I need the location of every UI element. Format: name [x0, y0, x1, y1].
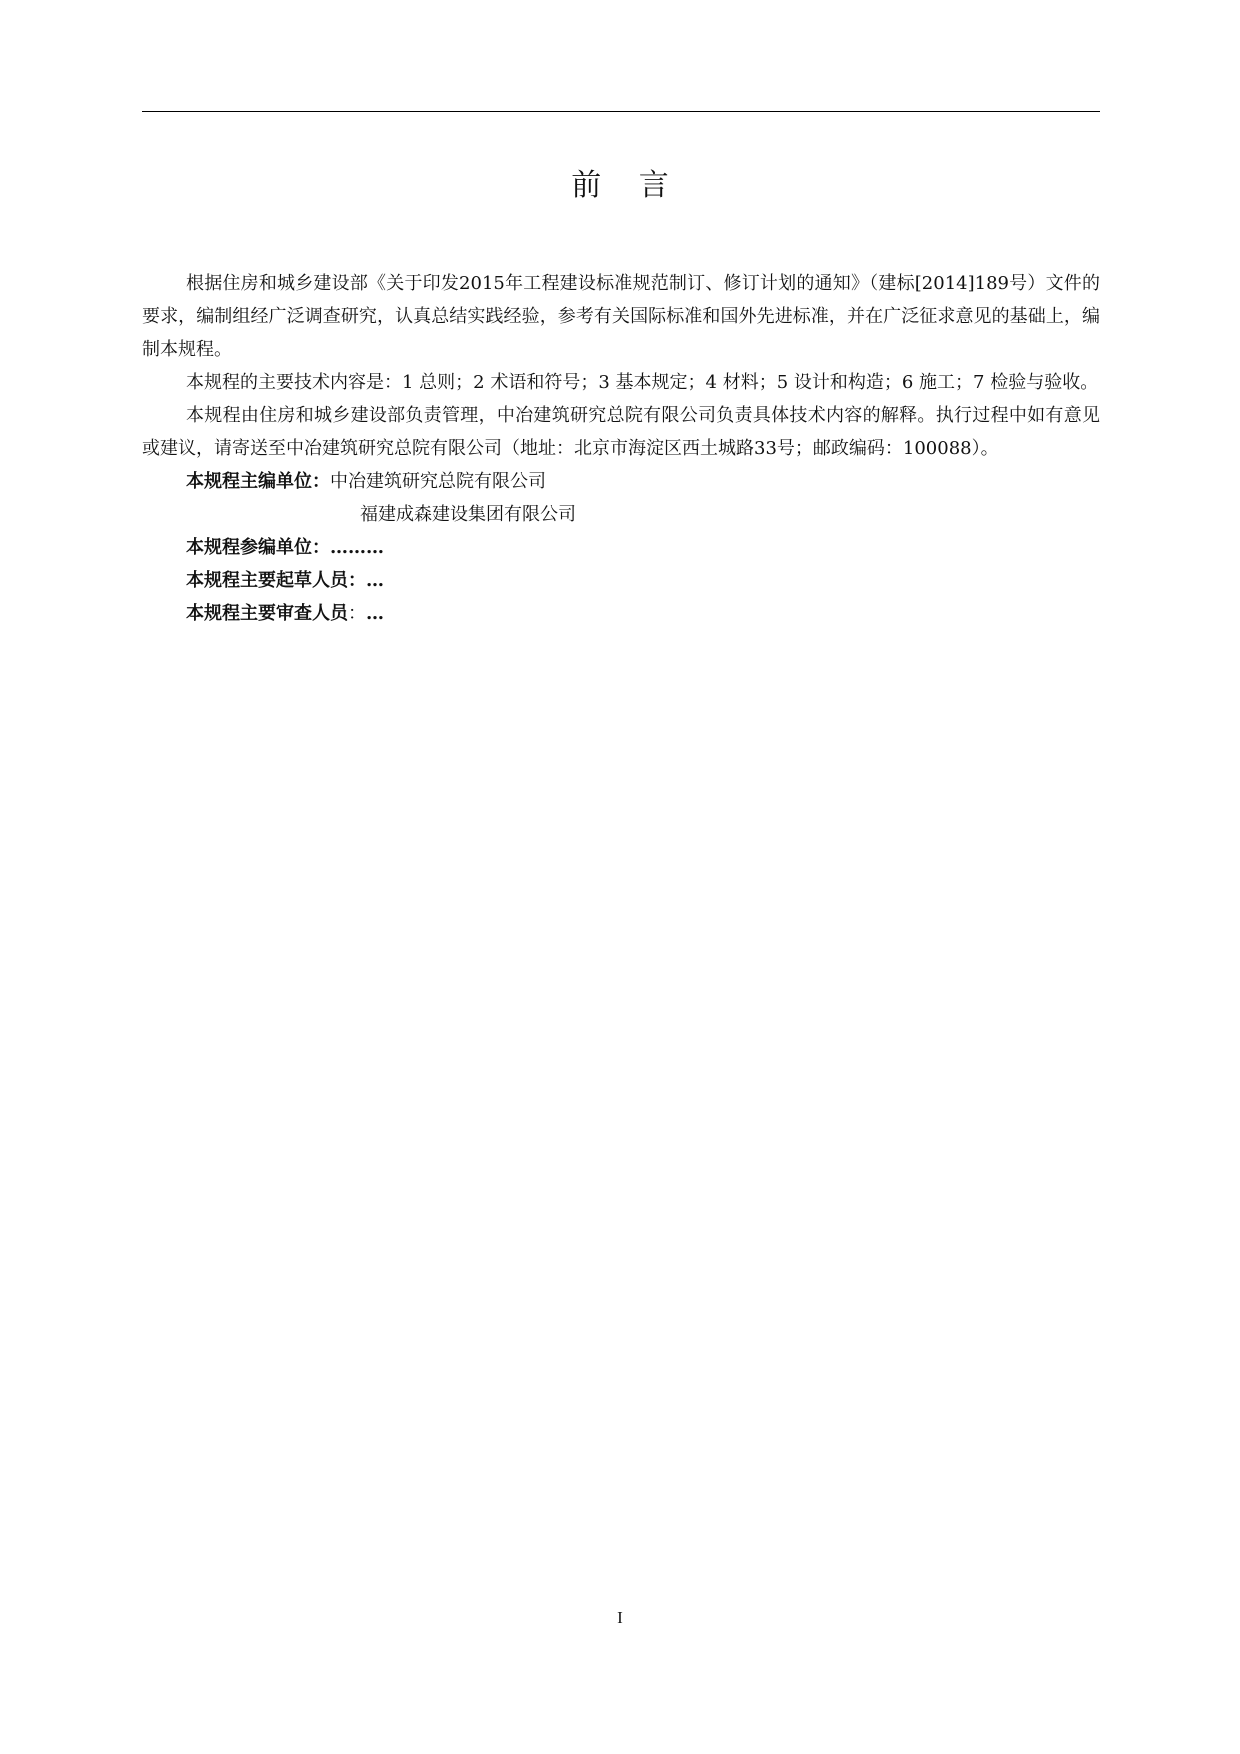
drafters-label: 本规程主要起草人员：	[186, 570, 366, 591]
chief-editor-label: 本规程主编单位：	[186, 471, 330, 492]
paragraph-contents: 本规程的主要技术内容是：1 总则；2 术语和符号；3 基本规定；4 材料；5 设计和构造；6 施工；7 检验与验收。	[186, 372, 1099, 393]
chief-editor-row	[142, 465, 1100, 498]
reviewers-row	[142, 597, 1100, 630]
participating-unit-value: ………	[330, 537, 384, 558]
chief-editor-row-2	[142, 498, 1100, 531]
chief-editor-unit-1: 中冶建筑研究总院有限公司	[330, 471, 546, 492]
paragraph-basis: 根据住房和城乡建设部《关于印发2015年工程建设标准规范制订、修订计划的通知》（建标[2014]189号）文件的要求，编制组经广泛调查研究，认真总结实践经验，参考有关国际标准和国外先进标准，并在广泛征求意见的基础上，编制本规程。	[142, 273, 1100, 360]
page-title: 前 言	[571, 168, 683, 203]
reviewers-label: 本规程主要审查人员	[186, 603, 348, 624]
participating-unit-label: 本规程参编单位：	[186, 537, 330, 558]
reviewers-colon: ：	[348, 603, 366, 624]
header-rule	[142, 111, 1100, 112]
drafters-row	[142, 564, 1100, 597]
body-text	[142, 267, 1100, 630]
participating-unit-row	[142, 531, 1100, 564]
drafters-value: …	[366, 570, 384, 591]
reviewers-value: …	[366, 603, 384, 624]
page-number: I	[617, 1608, 623, 1627]
chief-editor-unit-2: 福建成森建设集团有限公司	[360, 504, 576, 525]
paragraph-management: 本规程由住房和城乡建设部负责管理，中冶建筑研究总院有限公司负责具体技术内容的解释。执行过程中如有意见或建议，请寄送至中冶建筑研究总院有限公司（地址：北京市海淀区西土城路33号；邮政编码：100088）。	[142, 405, 1100, 459]
